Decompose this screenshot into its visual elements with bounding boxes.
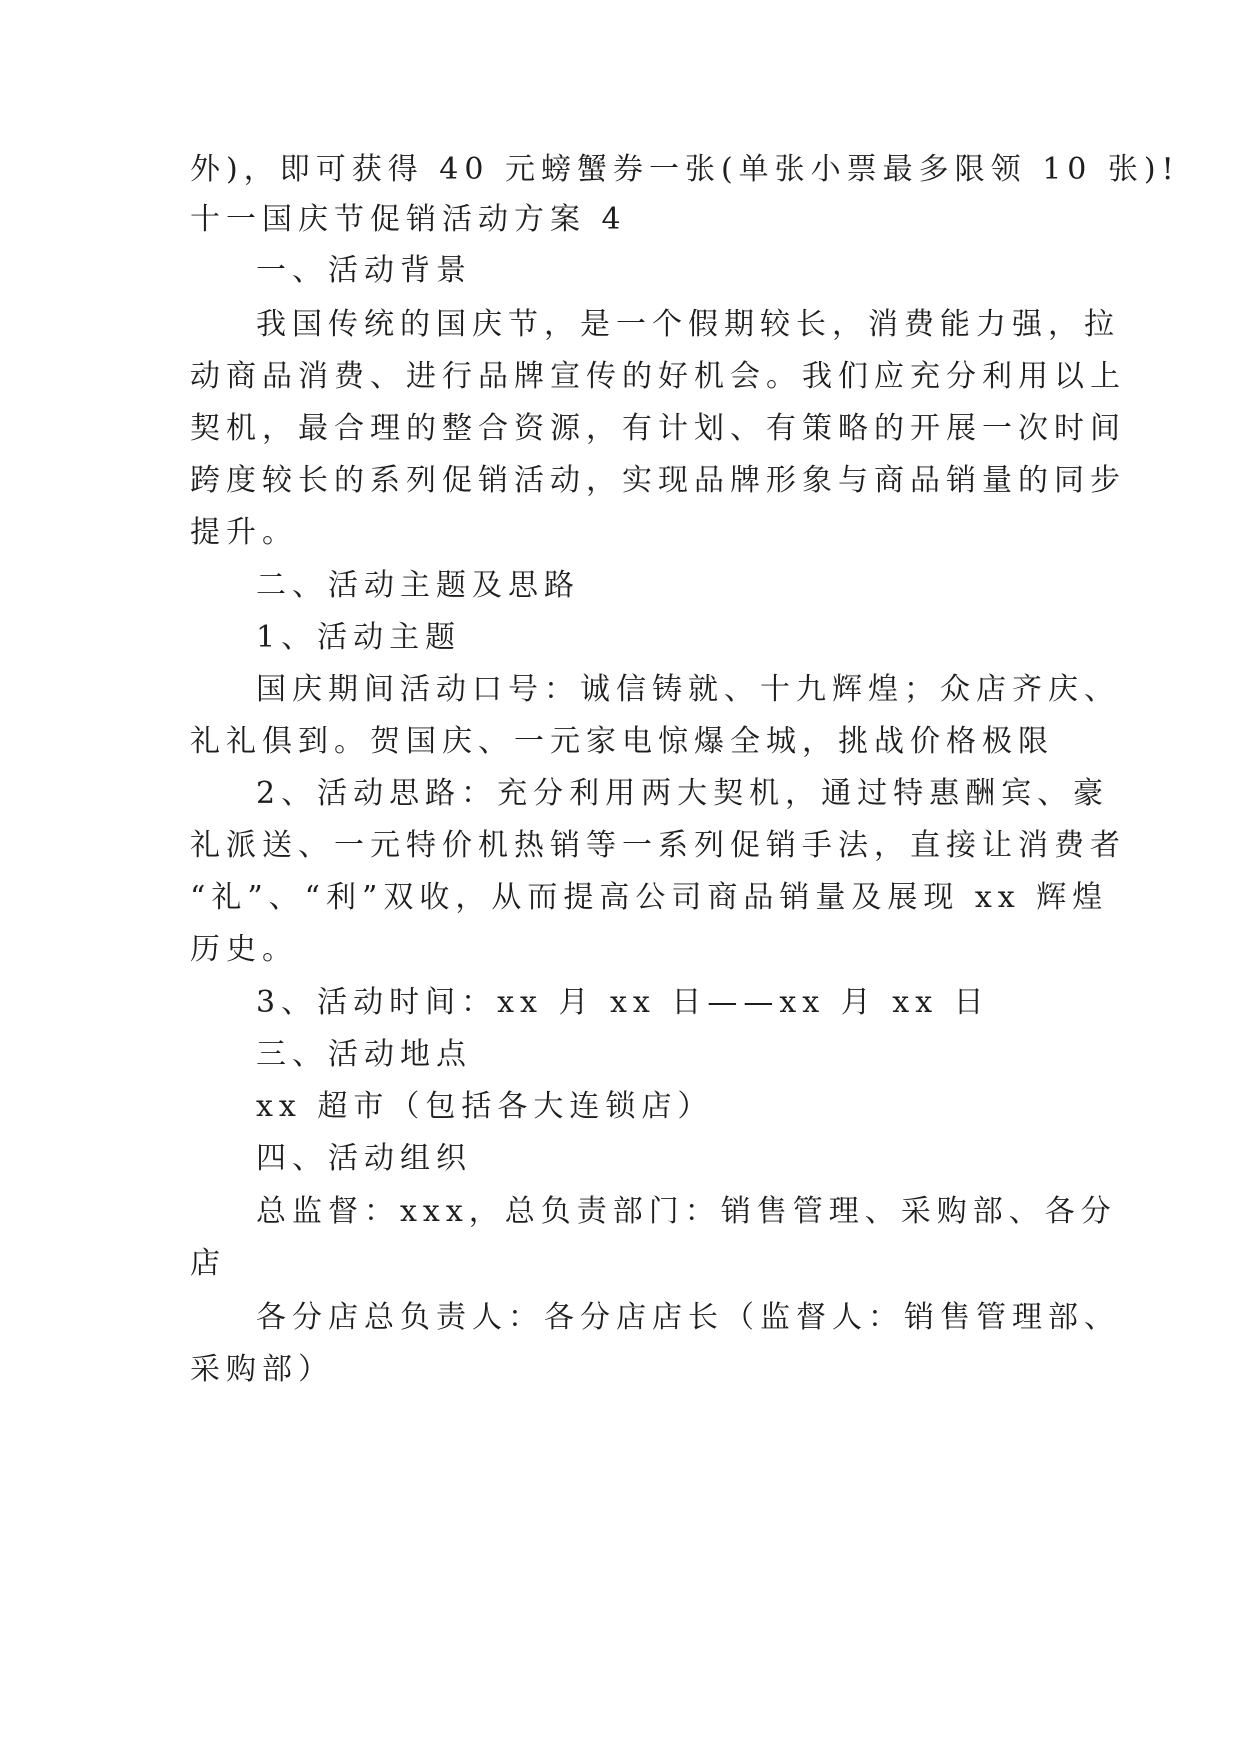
text-line: 外)，即可获得 40 元螃蟹券一张(单张小票最多限领 10 张)! xyxy=(190,152,1180,187)
text-line: xx 超市（包括各大连锁店） xyxy=(256,1089,714,1124)
text-line: 2、活动思路：充分利用两大契机，通过特惠酬宾、豪 xyxy=(256,776,1110,811)
text-line: 总监督：xxx，总负责部门：销售管理、采购部、各分 xyxy=(256,1194,1117,1229)
text-line: 各分店总负责人：各分店店长（监督人：销售管理部、 xyxy=(256,1300,1120,1335)
text-line: 跨度较长的系列促销活动，实现品牌形象与商品销量的同步 xyxy=(190,463,1126,498)
text-line: 国庆期间活动口号：诚信铸就、十九辉煌；众店齐庆、 xyxy=(256,672,1120,707)
heading-background: 一、活动背景 xyxy=(256,253,472,288)
text-line: 礼派送、一元特价机热销等一系列促销手法，直接让消费者 xyxy=(190,828,1126,863)
text-line: 历史。 xyxy=(190,932,298,967)
section-title: 十一国庆节促销活动方案 4 xyxy=(190,202,627,237)
text-line: 店 xyxy=(190,1246,226,1281)
subheading-theme: 1、活动主题 xyxy=(256,620,462,655)
heading-location: 三、活动地点 xyxy=(256,1037,472,1072)
text-line: 3、活动时间：xx 月 xx 日——xx 月 xx 日 xyxy=(256,985,990,1020)
text-line: 动商品消费、进行品牌宣传的好机会。我们应充分利用以上 xyxy=(190,359,1126,394)
text-line: 我国传统的国庆节，是一个假期较长，消费能力强，拉 xyxy=(256,307,1120,342)
text-line: 礼礼俱到。贺国庆、一元家电惊爆全城，挑战价格极限 xyxy=(190,724,1054,759)
text-line: 提升。 xyxy=(190,515,298,550)
heading-organization: 四、活动组织 xyxy=(256,1141,472,1176)
text-line: 采购部） xyxy=(190,1352,334,1387)
text-line: “礼”、“利”双收，从而提高公司商品销量及展现 xx 辉煌 xyxy=(190,880,1109,915)
heading-theme: 二、活动主题及思路 xyxy=(256,568,580,603)
text-line: 契机，最合理的整合资源，有计划、有策略的开展一次时间 xyxy=(190,411,1126,446)
